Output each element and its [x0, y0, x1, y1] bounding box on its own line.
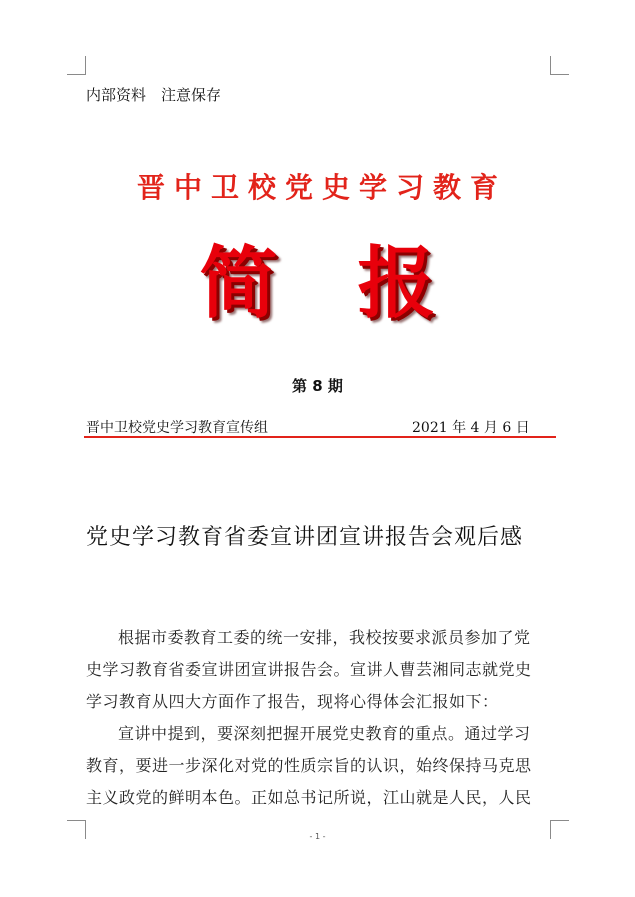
- school-title: 晋中卫校党史学习教育: [136, 171, 507, 204]
- masthead-title: 简报: [199, 239, 516, 329]
- issue-number: 第 8 期: [292, 377, 343, 395]
- paragraph-2-line-2: 教育，要进一步深化对党的性质宗旨的认识，始终保持马克思: [86, 756, 532, 775]
- paragraph-2-line-1: 宣讲中提到，要深刻把握开展党史教育的重点。通过学习: [118, 724, 531, 743]
- paragraph-2-line-3: 主义政党的鲜明本色。正如总书记所说，江山就是人民，人民: [86, 788, 532, 807]
- issue-date: 2021 年 4 月 6 日: [412, 420, 530, 436]
- page-number: - 1 -: [309, 832, 326, 841]
- red-separator-rule: [84, 436, 556, 438]
- crop-mark-top-right: [550, 56, 569, 75]
- paragraph-1-line-3: 学习教育从四大方面作了报告，现将心得体会汇报如下：: [86, 692, 499, 711]
- paragraph-1-line-1: 根据市委教育工委的统一安排，我校按要求派员参加了党: [118, 628, 531, 647]
- article-title: 党史学习教育省委宣讲团宣讲报告会观后感: [86, 525, 524, 550]
- paragraph-1-line-2: 史学习教育省委宣讲团宣讲报告会。宣讲人曹芸湘同志就党史: [86, 660, 532, 679]
- crop-mark-top-left: [67, 56, 86, 75]
- issuer-name: 晋中卫校党史学习教育宣传组: [86, 420, 268, 436]
- classification-label: 内部资料 注意保存: [86, 86, 222, 104]
